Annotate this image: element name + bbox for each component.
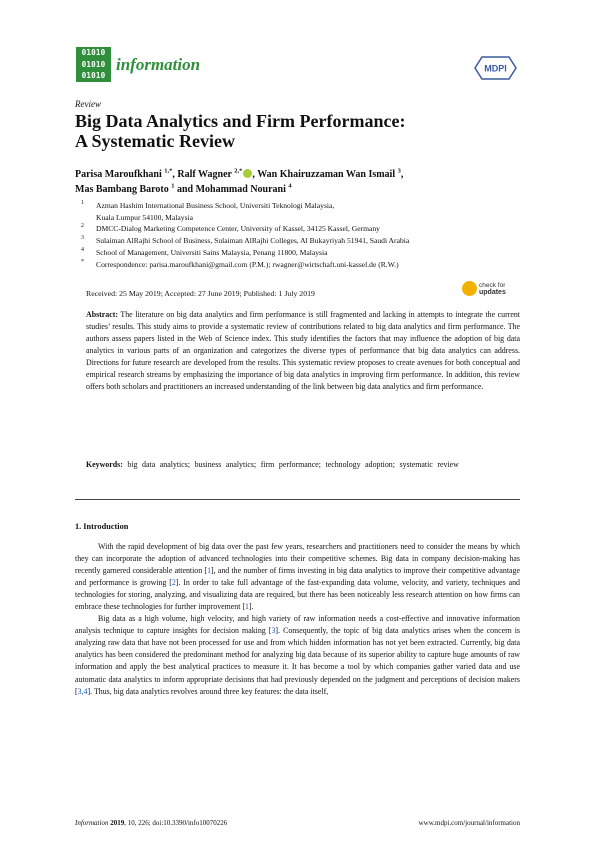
citation-link[interactable]: 3 bbox=[271, 626, 276, 636]
author-name[interactable]: Ralf Wagner bbox=[177, 169, 232, 180]
mdpi-logo-icon bbox=[474, 56, 517, 80]
author-affiliation-marker: 1,* bbox=[164, 167, 173, 175]
check-updates-icon bbox=[462, 281, 477, 296]
affiliation-item: 3 Sulaiman AlRajhi School of Business, Sulaiman AlRajhi Colleges, Al Bukayriyah 51941, Saudi Arabia bbox=[81, 235, 410, 246]
correspondence: * Correspondence: parisa.maroufkhani@gmail.com (P.M.); rwagner@wirtschaft.uni-kassel.de (R.W.) bbox=[81, 258, 399, 269]
paragraph: With the rapid development of big data over the past few years, researchers and practitioners need to consider the means by which they can incorporate the adoption of advanced technologies into their competitive schemes. Big data in company decision-making has recently garnered considerable attention [1], and the number of firms investing in big data analytics to improve their competitive advantage and performance is growing [2]. In order to take full advantage of the fast-expanding data volume, velocity, and variety, techniques and technologies for storing, analyzing, and visualizing data are required, but there has been noticeably less research attention on how firms can embrace these technologies for further improvement [1]. bbox=[75, 542, 520, 612]
divider bbox=[75, 499, 520, 500]
paper-title bbox=[75, 111, 495, 151]
keywords-text: big data analytics; business analytics; firm performance; technology adoption; systematic review bbox=[127, 460, 459, 469]
author-affiliation-marker: 1 bbox=[171, 182, 175, 190]
title-line: A Systematic Review bbox=[75, 131, 235, 151]
author-affiliation-marker: 3 bbox=[397, 167, 401, 175]
publication-dates: Received: 25 May 2019; Accepted: 27 June 2019; Published: 1 July 2019 bbox=[86, 289, 315, 298]
author-name[interactable]: Parisa Maroufkhani bbox=[75, 169, 162, 180]
section-heading: 1. Introduction bbox=[75, 522, 129, 531]
citation-link[interactable]: 1 bbox=[245, 602, 249, 612]
abstract-label: Abstract: bbox=[86, 310, 118, 319]
affiliation-item: 4 School of Management, Universiti Sains Malaysia, Penang 11800, Malaysia bbox=[81, 246, 328, 257]
article-type: Review bbox=[75, 99, 101, 109]
logo-row: 01010 bbox=[76, 70, 111, 82]
affiliation-item: 2 DMCC-Dialog Marketing Competence Center, University of Kassel, 34125 Kassel, Germany bbox=[81, 223, 380, 234]
author-affiliation-marker: 2,* bbox=[234, 167, 243, 175]
body-text bbox=[75, 541, 520, 698]
author-name[interactable]: Mohammad Nourani bbox=[195, 184, 286, 195]
author-name[interactable]: Wan Khairuzzaman Wan Ismail bbox=[257, 169, 396, 180]
logo-row: 01010 bbox=[76, 59, 111, 71]
citation-link[interactable]: 3,4 bbox=[77, 686, 88, 696]
journal-name: information bbox=[116, 55, 201, 74]
affiliations bbox=[75, 200, 520, 270]
keywords-label: Keywords: bbox=[86, 460, 123, 469]
journal-logo bbox=[76, 47, 111, 82]
footer-url[interactable]: www.mdpi.com/journal/information bbox=[418, 819, 520, 827]
check-updates-label: check for bbox=[479, 282, 506, 289]
affiliation-item: 1 Azman Hashim International Business School, Universiti Teknologi Malaysia, Kuala Lumpur 54100, Malaysia bbox=[81, 200, 335, 222]
author-name[interactable]: Mas Bambang Baroto bbox=[75, 184, 169, 195]
abstract-text: The literature on big data analytics and firm performance is still fragmented and lacking in attempts to integrate the current studies’ results. This study aims to provide a systematic review of contributions related to big data analytics and firm performance. The authors assess papers listed in the Web of Science index. This study identifies the factors that may influence the adoption of big data analytics in various parts of an organization and categorizes the diverse types of performance that big data analytics can address. Directions for future research are developed from the results. This systematic review proposes to create avenues for both conceptual and empirical research streams by emphasizing the importance of big data analytics in improving firm performance. In addition, this review offers both scholars and practitioners an increased understanding of the link between big data analytics and firm performance. bbox=[86, 310, 520, 392]
abstract bbox=[86, 309, 520, 393]
check-for-updates-button[interactable] bbox=[462, 281, 520, 301]
citation-link[interactable]: 1 bbox=[207, 566, 212, 576]
logo-row: 01010 bbox=[76, 47, 111, 59]
paragraph: Big data as a high volume, high velocity, and high variety of raw information needs a cost-effective and innovative information analysis technique to capture insights for decision making [3]. Consequently, the topic of big data analytics arises when the concern is analyzing raw data that have not been processed for use and from which hidden information has not yet been extracted. Currently, big data analytics has been considered the predominant method for analyzing big data because of its superior ability to capture huge amounts of raw information and apply the best analytical practices to measure it. It has become a tool by which companies gather varied data and use automatic data analytics to inform appropriate decisions that had previously depended on the judgment and perceptions of decision makers [3,4]. Thus, big data analytics revolves around three key features: the data itself, bbox=[75, 614, 520, 696]
footer-citation: Information 2019, 10, 226; doi:10.3390/info10070226 bbox=[75, 819, 228, 827]
author-affiliation-marker: 4 bbox=[288, 182, 292, 190]
keywords bbox=[86, 458, 520, 471]
citation-link[interactable]: 2 bbox=[171, 578, 176, 588]
author-list: Parisa Maroufkhani $^{1,*}$, Ralf Wagner $^{2,*}$ , Wan Khairuzzaman Wan Ismail $^3$, Mas Bambang Baroto $^1$ and Mohammad Nourani $^4$ bbox=[75, 167, 404, 195]
title-line: Big Data Analytics and Firm Performance: bbox=[75, 111, 406, 131]
svg-text:MDPI: MDPI bbox=[484, 63, 507, 74]
check-updates-label: updates bbox=[479, 289, 506, 296]
